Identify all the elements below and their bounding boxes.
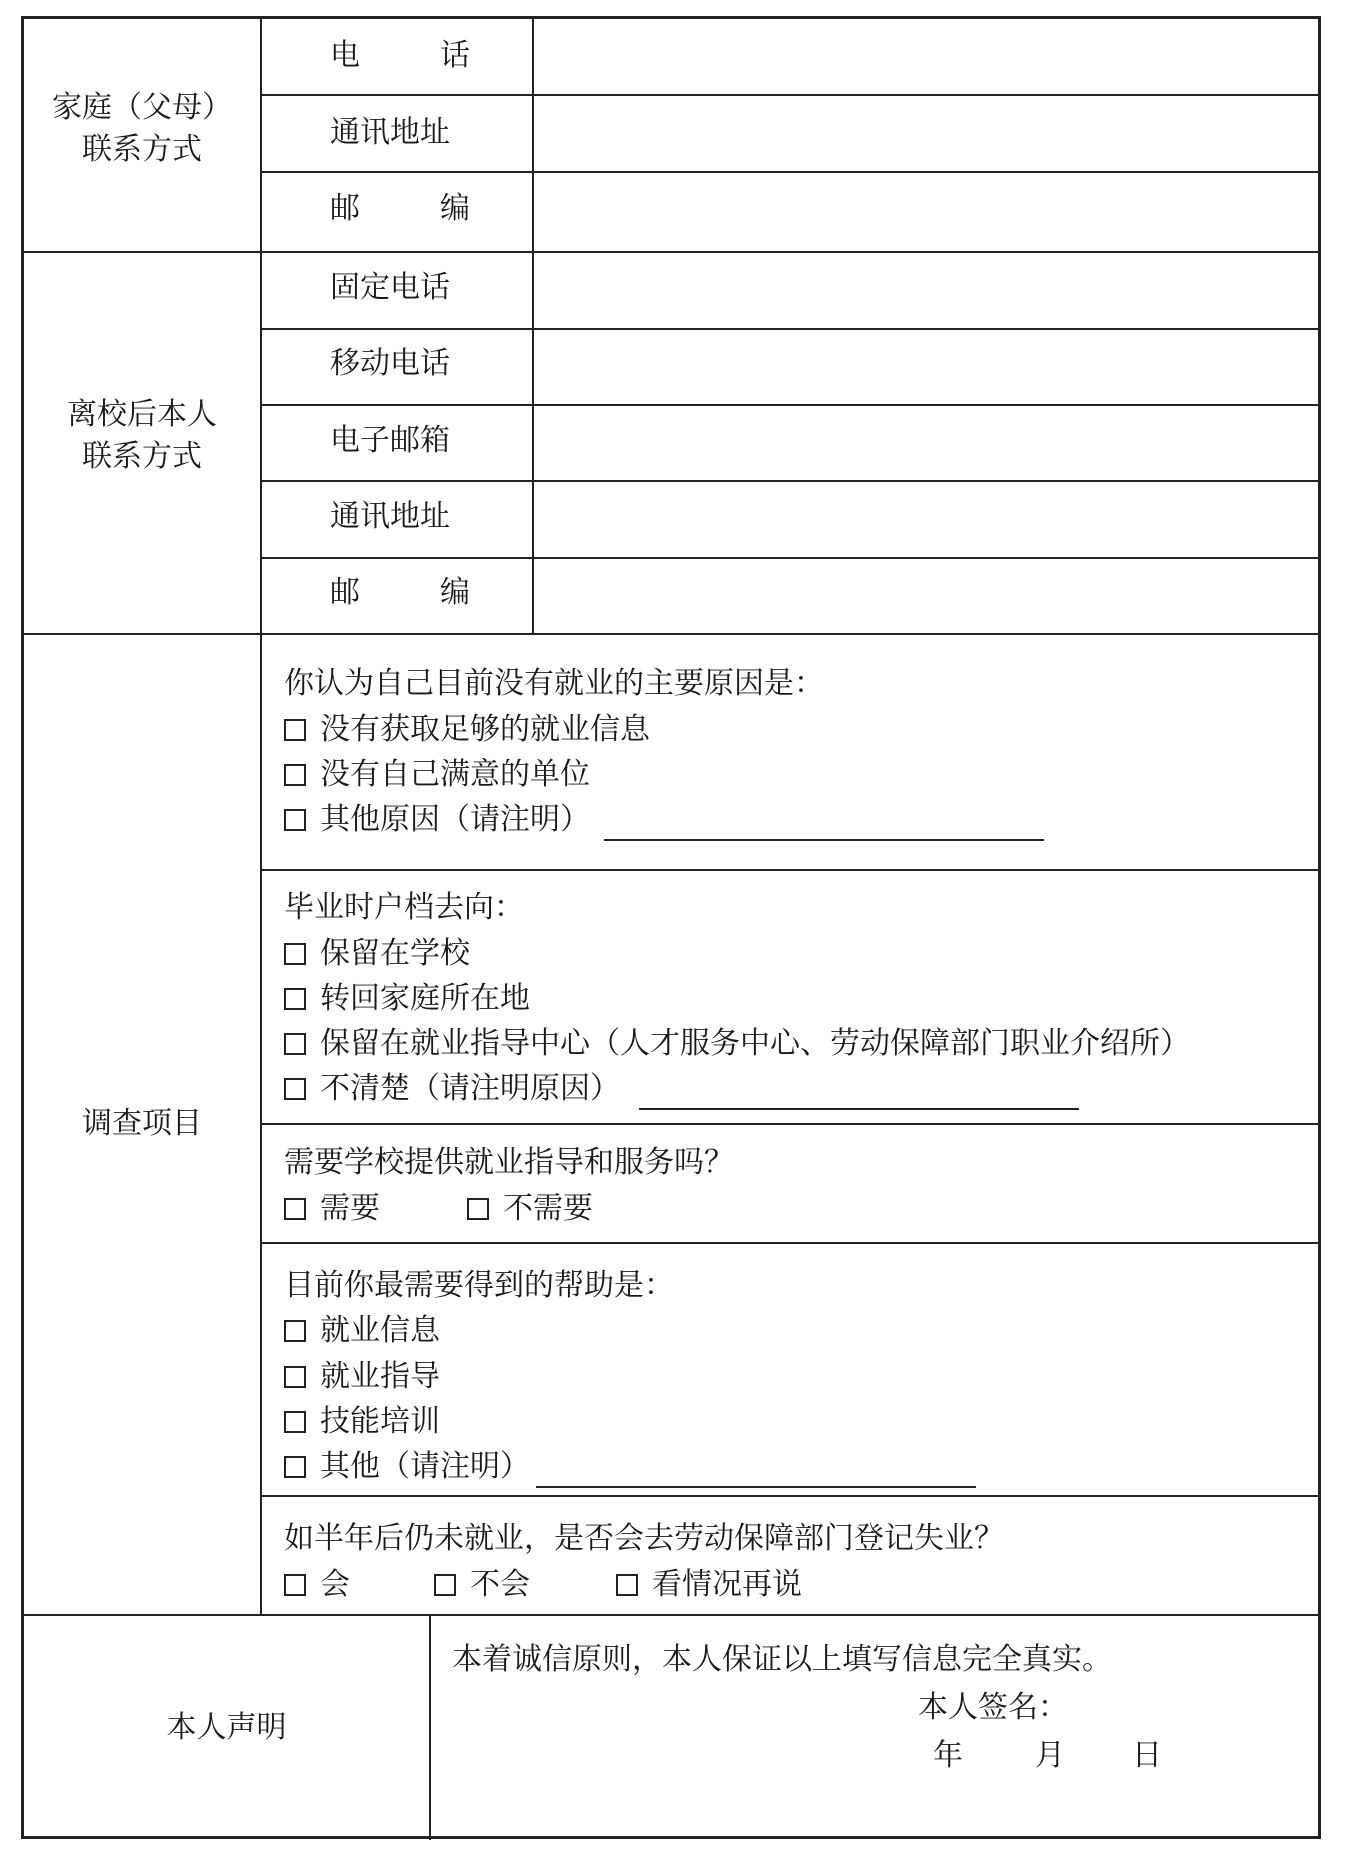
declaration-label: 本人声明 xyxy=(166,1710,287,1745)
row-divider xyxy=(260,404,1318,406)
row-divider xyxy=(260,328,1318,330)
q1-option-3[interactable]: 其他原因（请注明） xyxy=(284,803,590,837)
q3-option-2[interactable]: 不需要 xyxy=(467,1192,593,1226)
employment-survey-form xyxy=(21,16,1321,1839)
checkbox[interactable] xyxy=(616,1574,638,1596)
question-1: 你认为自己目前没有就业的主要原因是： xyxy=(284,666,824,701)
section-divider-2 xyxy=(24,633,1318,635)
checkbox[interactable] xyxy=(284,943,306,965)
checkbox[interactable] xyxy=(284,1033,306,1055)
q2-reason-fill-line[interactable] xyxy=(639,1108,1079,1110)
row-divider xyxy=(260,480,1318,482)
field-label-mobile: 移动电话 xyxy=(330,346,450,381)
field-label-landline: 固定电话 xyxy=(330,270,450,305)
signature-label: 本人签名： xyxy=(918,1690,1068,1725)
row-divider xyxy=(260,1242,1318,1244)
row-divider xyxy=(260,869,1318,871)
q4-option-1[interactable]: 就业信息 xyxy=(284,1314,440,1348)
address-input[interactable] xyxy=(536,483,1316,555)
landline-input[interactable] xyxy=(536,254,1316,326)
q3-option-1[interactable]: 需要 xyxy=(284,1192,380,1226)
q2-option-4[interactable]: 不清楚（请注明原因） xyxy=(284,1072,620,1106)
column-divider xyxy=(532,19,534,634)
q2-option-2[interactable]: 转回家庭所在地 xyxy=(284,982,530,1016)
row-divider xyxy=(260,171,1318,173)
question-4: 目前你最需要得到的帮助是： xyxy=(284,1268,674,1303)
declaration-statement: 本着诚信原则，本人保证以上填写信息完全真实。 xyxy=(452,1642,1112,1677)
row-divider xyxy=(260,94,1318,96)
checkbox[interactable] xyxy=(284,809,306,831)
field-label-phone: 电 话 xyxy=(330,38,470,73)
email-input[interactable] xyxy=(536,407,1316,479)
checkbox[interactable] xyxy=(284,1078,306,1100)
date-month-label: 月 xyxy=(1035,1738,1065,1773)
field-label-email: 电子邮箱 xyxy=(330,423,450,458)
q4-other-fill-line[interactable] xyxy=(536,1486,976,1488)
section-divider-3 xyxy=(24,1614,1318,1616)
question-5: 如半年后仍未就业，是否会去劳动保障部门登记失业？ xyxy=(284,1521,1004,1556)
checkbox[interactable] xyxy=(284,1574,306,1596)
q4-option-2[interactable]: 就业指导 xyxy=(284,1360,440,1394)
q5-option-2[interactable]: 不会 xyxy=(434,1568,530,1602)
checkbox[interactable] xyxy=(467,1198,489,1220)
q1-option-2[interactable]: 没有自己满意的单位 xyxy=(284,758,590,792)
field-label-postcode: 邮 编 xyxy=(330,575,470,610)
row-divider xyxy=(260,557,1318,559)
signature-input[interactable] xyxy=(1074,1685,1294,1729)
checkbox[interactable] xyxy=(434,1574,456,1596)
row-divider xyxy=(260,1123,1318,1125)
date-year-label: 年 xyxy=(933,1738,963,1773)
checkbox[interactable] xyxy=(284,1411,306,1433)
column-divider xyxy=(260,19,262,1615)
field-label-address: 通讯地址 xyxy=(330,115,450,150)
q4-option-4[interactable]: 其他（请注明） xyxy=(284,1450,530,1484)
family-phone-input[interactable] xyxy=(536,21,1316,93)
postcode-input[interactable] xyxy=(536,560,1316,632)
mobile-input[interactable] xyxy=(536,331,1316,403)
field-label-address: 通讯地址 xyxy=(330,499,450,534)
q1-option-1[interactable]: 没有获取足够的就业信息 xyxy=(284,713,650,747)
checkbox[interactable] xyxy=(284,1366,306,1388)
family-address-input[interactable] xyxy=(536,97,1316,169)
checkbox[interactable] xyxy=(284,1198,306,1220)
q2-option-3[interactable]: 保留在就业指导中心（人才服务中心、劳动保障部门职业介绍所） xyxy=(284,1027,1190,1061)
field-label-postcode: 邮 编 xyxy=(330,191,470,226)
personal-contact-label: 离校后本人 联系方式 xyxy=(67,397,217,474)
q2-option-1[interactable]: 保留在学校 xyxy=(284,937,470,971)
q5-option-1[interactable]: 会 xyxy=(284,1568,350,1602)
question-2: 毕业时户档去向： xyxy=(284,890,524,925)
date-day-label: 日 xyxy=(1132,1738,1162,1773)
row-divider xyxy=(260,1495,1318,1497)
checkbox[interactable] xyxy=(284,719,306,741)
checkbox[interactable] xyxy=(284,1456,306,1478)
family-postcode-input[interactable] xyxy=(536,174,1316,249)
survey-label: 调查项目 xyxy=(82,1106,202,1141)
q5-option-3[interactable]: 看情况再说 xyxy=(616,1568,802,1602)
question-3: 需要学校提供就业指导和服务吗？ xyxy=(284,1145,734,1180)
checkbox[interactable] xyxy=(284,988,306,1010)
section-divider-1 xyxy=(24,251,1318,253)
q1-other-fill-line[interactable] xyxy=(604,839,1044,841)
checkbox[interactable] xyxy=(284,1320,306,1342)
column-divider xyxy=(429,1614,431,1840)
q4-option-3[interactable]: 技能培训 xyxy=(284,1405,440,1439)
checkbox[interactable] xyxy=(284,764,306,786)
family-contact-label: 家庭（父母） 联系方式 xyxy=(52,90,232,167)
